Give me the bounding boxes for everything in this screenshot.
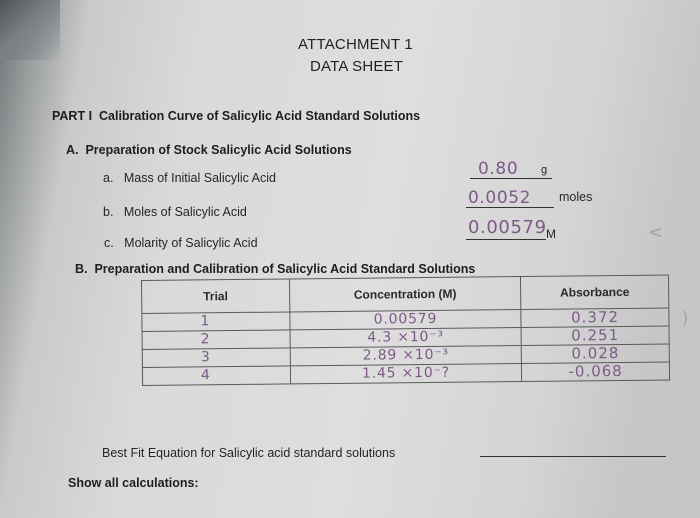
concentration-cell: 1.45 ×10⁻? xyxy=(290,364,522,384)
mass-value: 0.80 xyxy=(478,159,519,179)
sectionB-title: Preparation and Calibration of Salicylic Acid Standard Solutions xyxy=(94,262,476,276)
trial-header: Trial xyxy=(142,279,290,314)
best-fit-label: Best Fit Equation for Salicylic acid standard solutions xyxy=(102,446,396,460)
best-fit-answer-line xyxy=(480,456,666,457)
absorbance-cell: 0.372 xyxy=(521,308,669,328)
molarity-unit: M xyxy=(546,227,556,241)
trial-cell: 4 xyxy=(142,366,290,386)
data-sheet-subtitle: DATA SHEET xyxy=(310,58,404,75)
concentration-cell: 4.3 ×10⁻³ xyxy=(290,328,522,348)
concentration-header: Concentration (M) xyxy=(289,277,521,312)
concentration-cell: 0.00579 xyxy=(290,310,522,330)
trial-cell: 3 xyxy=(142,348,290,368)
sectionA-title: Preparation of Stock Salicylic Acid Solutions xyxy=(85,143,352,157)
moles-unit: moles xyxy=(559,190,593,204)
moles-value: 0.0052 xyxy=(468,188,532,208)
sectionA-heading xyxy=(66,143,352,157)
absorbance-cell: 0.028 xyxy=(521,344,669,364)
mass-label: Mass of Initial Salicylic Acid xyxy=(123,171,276,185)
molarity-underline xyxy=(466,239,546,240)
moles-row-label xyxy=(103,205,247,219)
molarity-letter: c. xyxy=(104,236,114,250)
sectionA-letter: A. xyxy=(66,143,79,157)
moles-underline xyxy=(466,207,554,208)
calibration-table xyxy=(141,274,670,386)
attachment-title: ATTACHMENT 1 xyxy=(298,36,413,53)
absorbance-cell: 0.251 xyxy=(521,326,669,346)
sectionB-letter: B. xyxy=(75,262,88,276)
mass-unit: g xyxy=(541,164,548,176)
moles-letter: b. xyxy=(103,205,114,219)
trial-cell: 2 xyxy=(142,330,290,350)
mass-row-label xyxy=(103,171,276,185)
concentration-cell: 2.89 ×10⁻³ xyxy=(290,346,522,366)
stray-mark: ) xyxy=(682,308,689,327)
mass-underline xyxy=(470,178,552,179)
trial-cell: 1 xyxy=(142,312,290,332)
calculations-label: Show all calculations: xyxy=(68,476,199,490)
absorbance-cell: -0.068 xyxy=(522,362,670,382)
stray-mark: < xyxy=(648,222,664,243)
molarity-row-label xyxy=(104,236,258,250)
sectionB-heading xyxy=(75,262,475,276)
absorbance-header: Absorbance xyxy=(521,275,669,310)
molarity-label: Molarity of Salicylic Acid xyxy=(124,236,258,250)
part1-title: Calibration Curve of Salicylic Acid Standard Solutions xyxy=(99,109,421,123)
moles-label: Moles of Salicylic Acid xyxy=(123,205,247,219)
part1-number: PART I xyxy=(52,109,93,123)
molarity-value: 0.00579 xyxy=(468,217,547,238)
part1-heading xyxy=(52,109,420,123)
mass-letter: a. xyxy=(103,171,114,185)
